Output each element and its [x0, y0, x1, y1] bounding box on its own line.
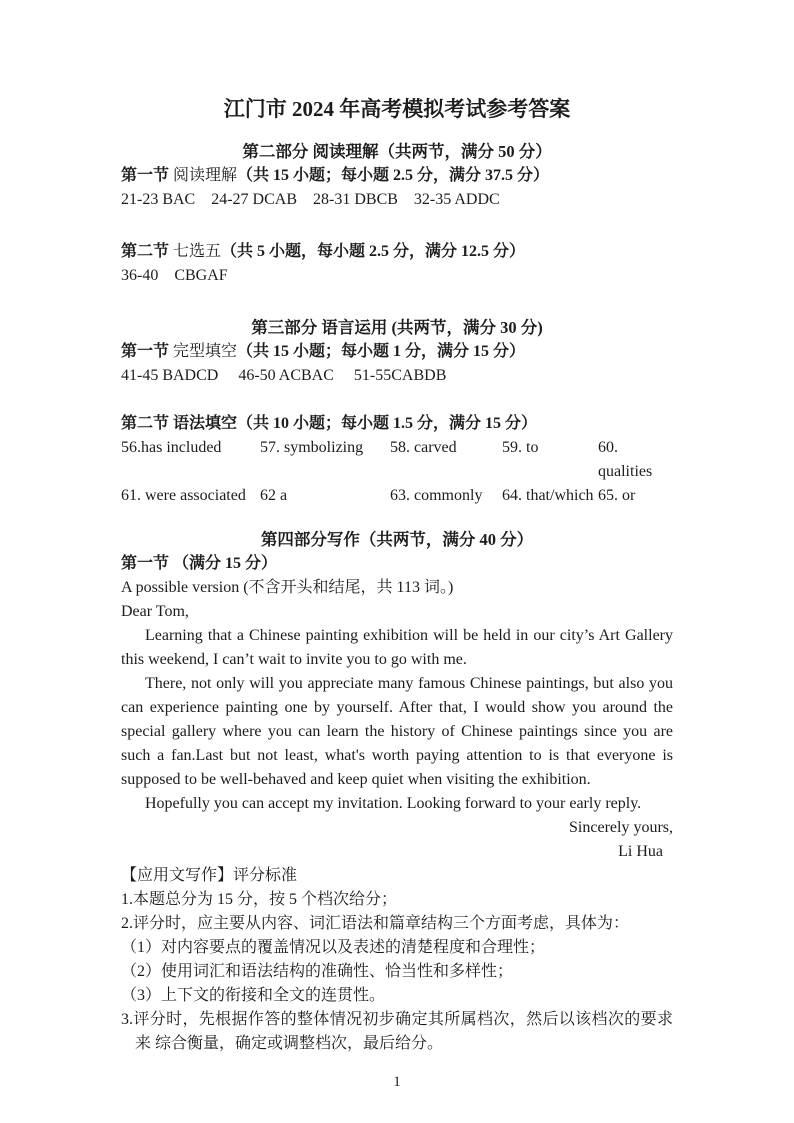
letter-closing: Sincerely yours, — [569, 819, 673, 836]
section-name: 完型填空 — [169, 343, 238, 360]
part3-section2-heading — [121, 412, 673, 436]
spacer — [121, 508, 673, 528]
section-label: 第一节 — [121, 343, 170, 360]
part2-section2-answers: 36-40 CBGAF — [121, 267, 228, 284]
letter-salutation: Dear Tom, — [121, 603, 189, 620]
rubric-heading: 【应用文写作】评分标准 — [121, 867, 298, 884]
document-title: 江门市 2024 年高考模拟考试参考答案 — [223, 97, 571, 121]
grammar-answers-row1 — [121, 436, 673, 484]
section-label: 第一节 — [121, 167, 170, 184]
rubric-subitem-2: （2）使用词汇和语法结构的准确性、恰当性和多样性； — [121, 963, 514, 980]
answer-cell: 57. symbolizing — [260, 439, 364, 456]
answer-cell: 58. carved — [390, 439, 457, 456]
section-name: 七选五 — [169, 243, 222, 260]
part4-heading: 第四部分写作（共两节，满分 40 分） — [260, 530, 534, 549]
spacer — [121, 388, 673, 412]
part3-section1-answers: 41-45 BADCD 46-50 ACBAC 51-55CABDB — [121, 367, 447, 384]
part2-section2-heading — [121, 240, 673, 264]
letter-paragraph-2: There, not only will you appreciate many famous Chinese paintings, but also you can experience painting one by yourself. After that, I would show you around the special gallery where you can learn the history of Chinese paintings since you are such a fan.Last but not least, what's worth paying attention to is that everyone is supposed to be well-behaved and keep quiet when visiting the exhibition. — [121, 675, 673, 788]
answer-cell: 62 a — [260, 487, 288, 504]
part3-heading: 第三部分 语言运用 (共两节，满分 30 分) — [251, 318, 543, 337]
part2-section1-answers: 21-23 BAC 24-27 DCAB 28-31 DBCB 32-35 ADDC — [121, 191, 500, 208]
part3-section1-heading — [121, 340, 673, 364]
rubric-item-1: 1.本题总分为 15 分，按 5 个档次给分； — [121, 891, 398, 908]
answer-cell: 56.has included — [121, 439, 222, 456]
rubric-subitem-3: （3）上下文的衔接和全文的连贯性。 — [121, 987, 386, 1004]
part2-section1-heading — [121, 164, 673, 188]
section-detail: （共 15 小题；每小题 2.5 分，满分 37.5 分） — [237, 167, 550, 184]
letter-signature: Li Hua — [618, 843, 663, 860]
section-label: 第二节 — [121, 243, 170, 260]
rubric-subitem-1: （1）对内容要点的覆盖情况以及表述的清楚程度和合理性； — [121, 939, 546, 956]
section-label: 第二节 语法填空 — [121, 415, 238, 432]
grammar-answers-row2 — [121, 484, 673, 508]
letter-paragraph-3: Hopefully you can accept my invitation. Looking forward to your early reply. — [145, 795, 642, 812]
spacer — [121, 288, 673, 316]
possible-version-note: A possible version (不含开头和结尾，共 113 词。) — [121, 579, 454, 596]
spacer — [121, 212, 673, 240]
letter-paragraph-1: Learning that a Chinese painting exhibition will be held in our city’s Art Gallery this weekend, I can’t wait to invite you to go with me. — [121, 627, 673, 668]
part4-section1-heading: 第一节 （满分 15 分） — [121, 555, 278, 572]
section-detail: （共 15 小题；每小题 1 分，满分 15 分） — [237, 343, 526, 360]
rubric-item-2: 2.评分时，应主要从内容、词汇语法和篇章结构三个方面考虑，具体为： — [121, 915, 630, 932]
answer-cell: 59. to — [502, 439, 539, 456]
part2-heading: 第二部分 阅读理解（共两节，满分 50 分） — [242, 142, 552, 161]
answer-cell: 65. or — [598, 487, 636, 504]
section-detail: （共 10 小题；每小题 1.5 分，满分 15 分） — [237, 415, 538, 432]
answer-cell: 63. commonly — [390, 487, 483, 504]
section-name: 阅读理解 — [169, 167, 238, 184]
answer-cell: 64. that/which — [502, 487, 594, 504]
rubric-item-3: 3.评分时，先根据作答的整体情况初步确定其所属档次，然后以该档次的要求来 综合衡量，确定或调整档次，最后给分。 — [121, 1011, 673, 1052]
page-number: 1 — [393, 1074, 401, 1090]
section-detail: （共 5 小题，每小题 2.5 分，满分 12.5 分） — [221, 243, 526, 260]
answer-cell: 61. were associated — [121, 487, 246, 504]
answer-cell: 60. qualities — [598, 439, 653, 480]
